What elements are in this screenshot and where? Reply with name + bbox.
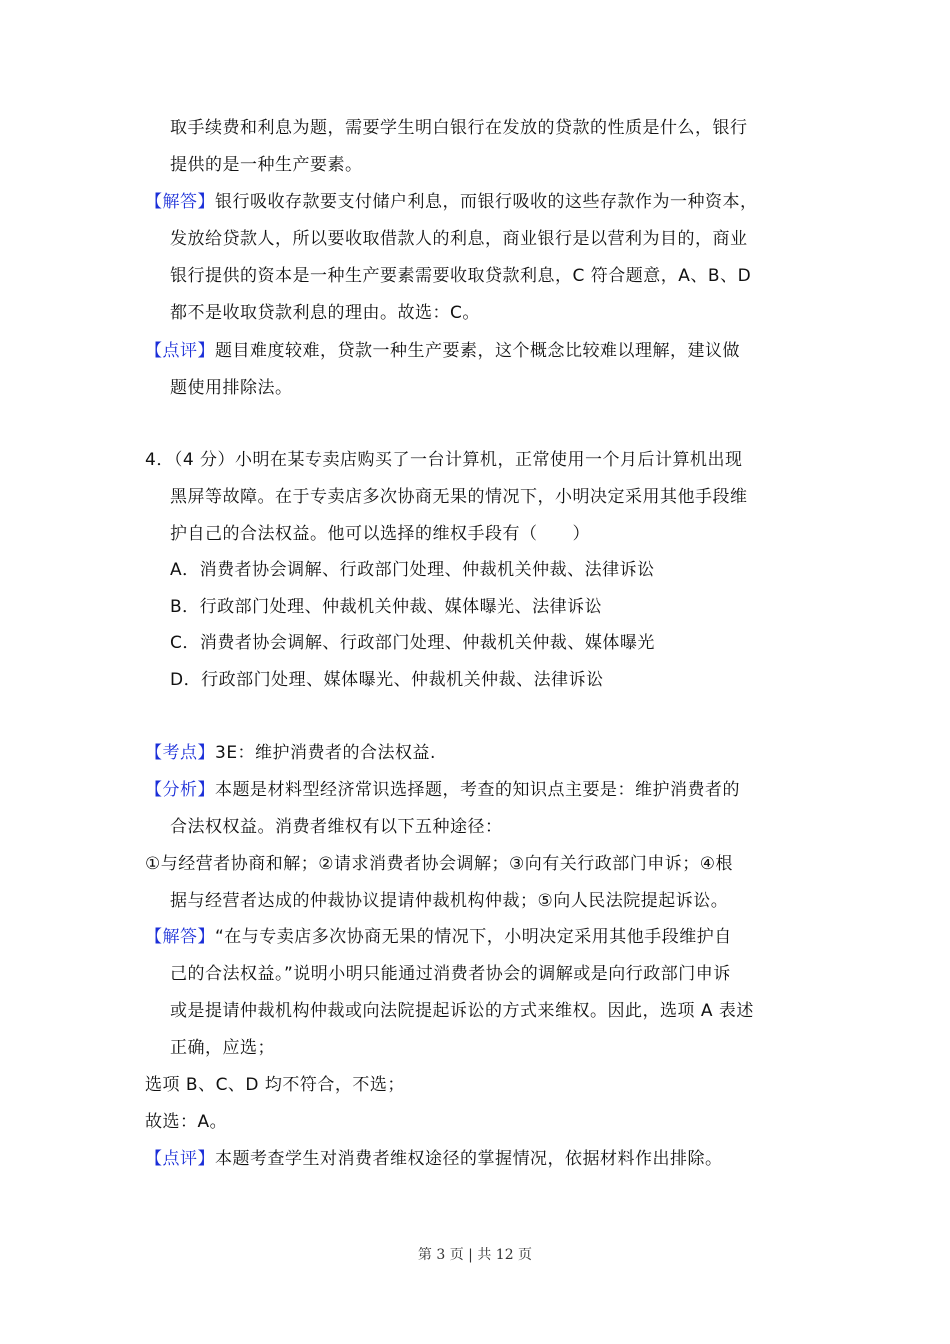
answer-line: 正确，应选； <box>170 1038 275 1058</box>
option-c: C．消费者协会调解、行政部门处理、仲裁机关仲裁、媒体曝光 <box>170 633 655 653</box>
answer-line: 选项 B、C、D 均不符合，不选； <box>145 1075 405 1095</box>
point-text: 3E：维护消费者的合法权益. <box>215 743 436 763</box>
answer-line <box>145 926 732 948</box>
point-line <box>145 742 436 764</box>
question-stem: 4．（4 分）小明在某专卖店购买了一台计算机，正常使用一个月后计算机出现 <box>145 450 743 470</box>
page-number-footer: 第 3 页 | 共 12 页 <box>417 1247 533 1263</box>
answer-line: 故选：A。 <box>145 1112 228 1132</box>
question-stem: 护自己的合法权益。他可以选择的维权手段有（ ） <box>170 524 590 544</box>
answer-line: 发放给贷款人，所以要收取借款人的利息，商业银行是以营利为目的，商业 <box>170 229 748 249</box>
comment-tag: 【点评】 <box>145 341 215 361</box>
option-d: D．行政部门处理、媒体曝光、仲裁机关仲裁、法律诉讼 <box>170 670 604 690</box>
comment-text: 本题考查学生对消费者维权途径的掌握情况，依据材料作出排除。 <box>215 1149 723 1169</box>
analysis-line: ①与经营者协商和解；②请求消费者协会调解；③向有关行政部门申诉；④根 <box>145 854 733 874</box>
answer-line: 己的合法权益。”说明小明只能通过消费者协会的调解或是向行政部门申诉 <box>170 964 731 984</box>
analysis-text: 本题是材料型经济常识选择题，考查的知识点主要是：维护消费者的 <box>215 780 740 800</box>
analysis-line: 合法权权益。消费者维权有以下五种途径： <box>170 817 503 837</box>
analysis-line: 取手续费和利息为题，需要学生明白银行在发放的贷款的性质是什么，银行 <box>170 118 748 138</box>
option-a: A．消费者协会调解、行政部门处理、仲裁机关仲裁、法律诉讼 <box>170 560 655 580</box>
point-tag: 【考点】 <box>145 743 215 763</box>
answer-line: 或是提请仲裁机构仲裁或向法院提起诉讼的方式来维权。因此，选项 A 表述 <box>170 1001 754 1021</box>
answer-text: “在与专卖店多次协商无果的情况下，小明决定采用其他手段维护自 <box>215 927 732 947</box>
question-stem: 黑屏等故障。在于专卖店多次协商无果的情况下，小明决定采用其他手段维 <box>170 487 748 507</box>
analysis-line: 提供的是一种生产要素。 <box>170 155 363 175</box>
answer-tag: 【解答】 <box>145 192 215 212</box>
answer-line <box>145 191 758 213</box>
analysis-line <box>145 779 740 801</box>
comment-tag: 【点评】 <box>145 1149 215 1169</box>
answer-text: 银行吸收存款要支付储户利息，而银行吸收的这些存款作为一种资本， <box>215 192 758 212</box>
answer-line: 都不是收取贷款利息的理由。故选：C。 <box>170 303 480 323</box>
answer-tag: 【解答】 <box>145 927 215 947</box>
analysis-line: 据与经营者达成的仲裁协议提请仲裁机构仲裁；⑤向人民法院提起诉讼。 <box>170 891 729 911</box>
comment-line <box>145 1148 723 1170</box>
comment-line: 题使用排除法。 <box>170 378 293 398</box>
option-b: B．行政部门处理、仲裁机关仲裁、媒体曝光、法律诉讼 <box>170 597 603 617</box>
comment-text: 题目难度较难，贷款一种生产要素，这个概念比较难以理解，建议做 <box>215 341 740 361</box>
comment-line <box>145 340 740 362</box>
analysis-tag: 【分析】 <box>145 780 215 800</box>
answer-line: 银行提供的资本是一种生产要素需要收取贷款利息，C 符合题意，A、B、D <box>170 266 752 286</box>
